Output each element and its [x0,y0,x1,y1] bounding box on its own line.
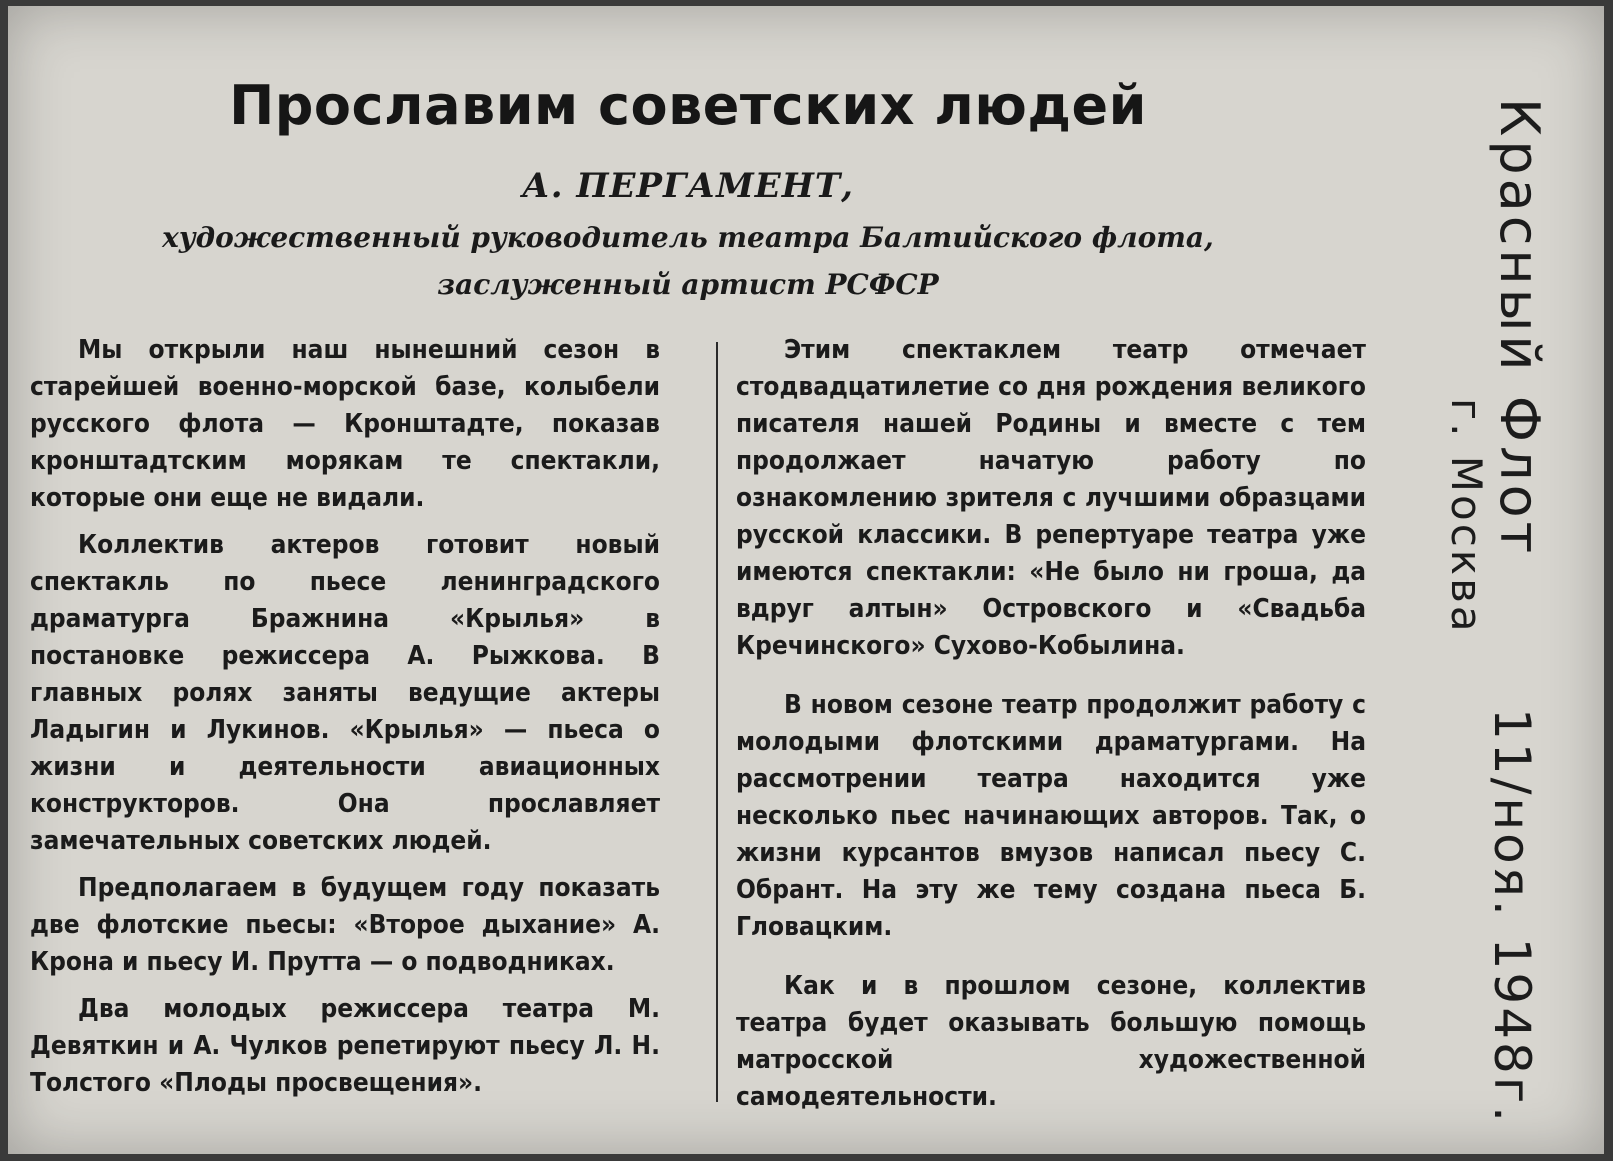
article-column-left [30,332,660,1102]
author-role-line1: художественный руководитель театра Балтийского флота, [162,221,1214,254]
paragraph: Коллектив актеров готовит новый спектакль по пьесе ленинградского драматурга Бражнина «Крылья» в постановке режиссера А. Рыжкова. В главных ролях заняты ведущие актеры Ладыгин и Лукинов. «Крылья» — пьеса о жизни и деятельности авиационных конструкторов. Она прославляет замечательных советских людей. [30,530,660,856]
author-role-line2: заслуженный артист РСФСР [437,268,939,301]
handwritten-annotation [1433,98,1593,1126]
paragraph: Как и в прошлом сезоне, коллектив театра будет оказывать большую помощь матросской художественной самодеятельности. [736,971,1366,1112]
paragraph: В новом сезоне театр продолжит работу с молодыми флотскими драматургами. На рассмотрении театра находится уже несколько пьес начинающих авторов. Так, о жизни курсантов вмузов написал пьесу С. Обрант. На эту же тему создана пьеса Б. Гловацким. [736,690,1366,942]
newspaper-clipping [8,6,1604,1154]
paragraph: Два молодых режиссера театра М. Девяткин и А. Чулков репетируют пьесу Л. Н. Толстого «Плоды просвещения». [30,994,660,1098]
paragraph: Этим спектаклем театр отмечает стодвадцатилетие со дня рождения великого писателя нашей Родины и вместе с тем продолжает начатую работу по ознакомлению зрителя с лучшими образцами русской классики. В репертуаре театра уже имеются спектакли: «Не было ни гроша, да вдруг алтын» Островского и «Свадьба Кречинского» Сухово-Кобылина. [736,335,1366,661]
handwritten-city: г. Москва [1442,398,1491,635]
author-name: А. ПЕРГАМЕНТ, [522,166,854,206]
paragraph: Предполагаем в будущем году показать две флотские пьесы: «Второе дыхание» А. Крона и пьесу И. Прутта — о подводниках. [30,873,660,977]
article-title: Прославим советских людей [229,74,1147,137]
handwritten-newspaper-name: Красный Флот [1488,98,1551,558]
paragraph: Мы открыли наш нынешний сезон в старейшей военно-морской базе, колыбели русского флота — Кронштадте, показав кронштадтским морякам те спектакли, которые они еще не видали. [30,335,660,513]
column-divider [716,342,718,1102]
handwritten-date: 11/ноя. 1948г. [1483,708,1541,1126]
article-column-right [736,332,1366,1116]
